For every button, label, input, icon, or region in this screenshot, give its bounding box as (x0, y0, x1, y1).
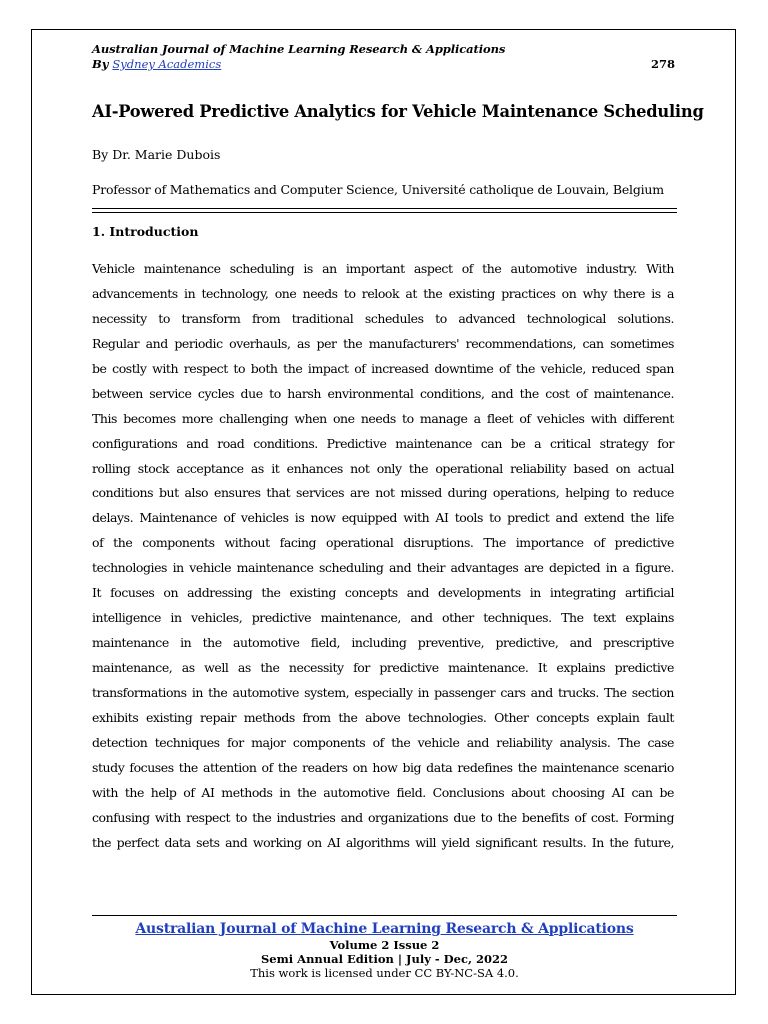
footer-divider (92, 915, 677, 916)
publisher-prefix: By (92, 57, 109, 71)
paper-title: AI-Powered Predictive Analytics for Vehicle Maintenance Scheduling (92, 102, 704, 121)
title-divider (92, 208, 677, 213)
body-line: technologies in vehicle maintenance scheduling and their advantages are depicted in a figure. (92, 560, 674, 576)
running-header-publisher (92, 57, 221, 71)
body-line: be costly with respect to both the impact of increased downtime of the vehicle, reduced span (92, 360, 674, 376)
body-line: It focuses on addressing the existing concepts and developments in integrating artificial (92, 585, 674, 601)
running-header-journal: Australian Journal of Machine Learning Research & Applications (92, 42, 506, 56)
author-affiliation: Professor of Mathematics and Computer Science, Université catholique de Louvain, Belgium (92, 182, 664, 197)
body-line: study focuses the attention of the readers on how big data redefines the maintenance scenario (92, 759, 674, 775)
body-line: maintenance, as well as the necessity for predictive maintenance. It explains predictive (92, 660, 674, 675)
footer-journal-link[interactable]: Australian Journal of Machine Learning Research & Applications (135, 921, 634, 937)
author-line: By Dr. Marie Dubois (92, 147, 221, 162)
body-line: transformations in the automotive system, especially in passenger cars and trucks. The section (92, 684, 674, 700)
body-line: the perfect data sets and working on AI algorithms will yield significant results. In the future, (92, 834, 674, 850)
body-line: rolling stock acceptance as it enhances not only the operational reliability based on actual (92, 460, 674, 476)
publisher-link[interactable]: Sydney Academics (112, 57, 222, 71)
body-line: delays. Maintenance of vehicles is now equipped with AI tools to predict and extend the life (92, 510, 674, 526)
section-heading: 1. Introduction (92, 224, 199, 239)
body-line: Regular and periodic overhauls, as per the manufacturers' recommendations, can sometimes (92, 335, 674, 351)
body-line: necessity to transform from traditional schedules to advanced technological solutions. (92, 310, 674, 326)
body-line: confusing with respect to the industries and organizations due to the benefits of cost. Forming (92, 809, 674, 825)
body-line: This becomes more challenging when one needs to manage a fleet of vehicles with different (92, 410, 674, 426)
body-line: detection techniques for major components of the vehicle and reliability analysis. The case (92, 734, 674, 750)
body-line: advancements in technology, one needs to relook at the existing practices on why there is a (92, 285, 674, 301)
footer-edition: Semi Annual Edition | July - Dec, 2022 (260, 952, 508, 966)
body-line: with the help of AI methods in the automotive field. Conclusions about choosing AI can be (92, 784, 674, 800)
body-line: conditions but also ensures that services are not missed during operations, helping to reduce (92, 485, 674, 501)
page-footer (92, 918, 677, 980)
page-number: 278 (650, 57, 675, 71)
body-line: of the components without facing operational disruptions. The importance of predictive (92, 535, 674, 551)
body-line: configurations and road conditions. Predictive maintenance can be a critical strategy for (92, 435, 674, 451)
body-line: between service cycles due to harsh environmental conditions, and the cost of maintenance. (92, 385, 674, 401)
body-paragraph (92, 259, 674, 858)
body-line: intelligence in vehicles, predictive maintenance, and other techniques. The text explains (92, 610, 674, 626)
body-line: Vehicle maintenance scheduling is an important aspect of the automotive industry. With (92, 261, 674, 276)
body-line: maintenance in the automotive field, including preventive, predictive, and prescriptive (92, 635, 674, 651)
footer-license: This work is licensed under CC BY-NC-SA 4.0. (250, 966, 519, 980)
body-line: exhibits existing repair methods from the above technologies. Other concepts explain fault (92, 709, 674, 725)
footer-volume: Volume 2 Issue 2 (329, 938, 440, 952)
